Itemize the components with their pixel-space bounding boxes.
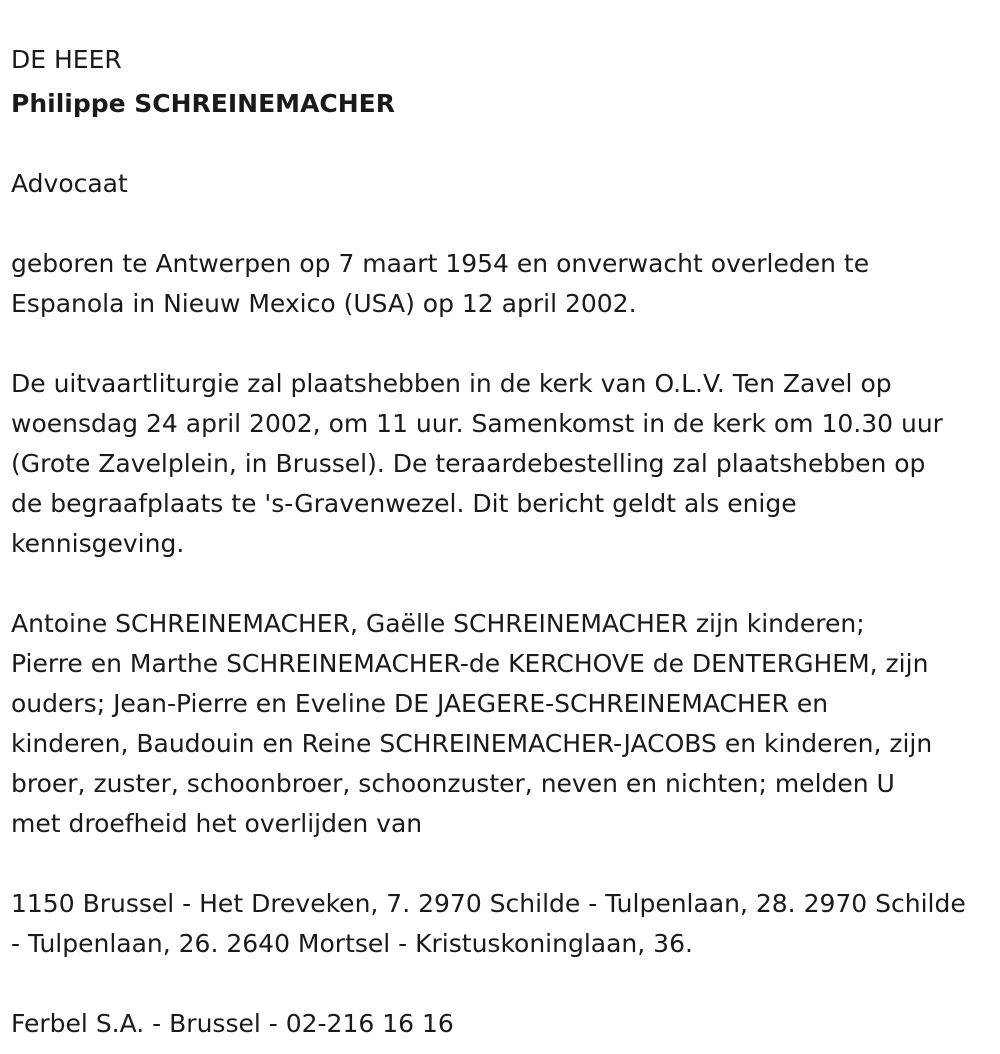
spacer bbox=[11, 564, 989, 604]
family-line: met droefheid het overlijden van bbox=[11, 809, 423, 838]
profession: Advocaat bbox=[11, 169, 128, 198]
undertaker-info: Ferbel S.A. - Brussel - 02-216 16 16 bbox=[11, 1009, 454, 1038]
address-line: 1150 Brussel - Het Dreveken, 7. 2970 Schilde - Tulpenlaan, 28. 2970 Schilde bbox=[11, 889, 966, 918]
funeral-paragraph bbox=[11, 364, 989, 564]
address-line: - Tulpenlaan, 26. 2640 Mortsel - Kristuskoninglaan, 36. bbox=[11, 929, 693, 958]
family-line: ouders; Jean-Pierre en Eveline DE JAEGERE-SCHREINEMACHER en bbox=[11, 689, 829, 718]
family-line: Pierre en Marthe SCHREINEMACHER-de KERCHOVE de DENTERGHEM, zijn bbox=[11, 649, 929, 678]
funeral-line: (Grote Zavelplein, in Brussel). De teraardebestelling zal plaatshebben op bbox=[11, 449, 926, 478]
spacer bbox=[11, 204, 989, 244]
funeral-line: kennisgeving. bbox=[11, 529, 185, 558]
spacer bbox=[11, 964, 989, 1004]
deceased-name: Philippe SCHREINEMACHER bbox=[11, 89, 396, 118]
funeral-line: de begraafplaats te 's-Gravenwezel. Dit bericht geldt als enige bbox=[11, 489, 797, 518]
funeral-line: De uitvaartliturgie zal plaatshebben in de kerk van O.L.V. Ten Zavel op bbox=[11, 369, 892, 398]
spacer bbox=[11, 844, 989, 884]
funeral-line: woensdag 24 april 2002, om 11 uur. Samenkomst in de kerk om 10.30 uur bbox=[11, 409, 943, 438]
spacer bbox=[11, 124, 989, 164]
family-line: kinderen, Baudouin en Reine SCHREINEMACHER-JACOBS en kinderen, zijn bbox=[11, 729, 933, 758]
addresses-paragraph bbox=[11, 884, 989, 964]
spacer bbox=[11, 324, 989, 364]
birth-death-line: Espanola in Nieuw Mexico (USA) op 12 april 2002. bbox=[11, 289, 637, 318]
notice-title: DE HEER bbox=[11, 45, 122, 74]
birth-death-line: geboren te Antwerpen op 7 maart 1954 en onverwacht overleden te bbox=[11, 249, 870, 278]
family-line: broer, zuster, schoonbroer, schoonzuster, neven en nichten; melden U bbox=[11, 769, 895, 798]
family-paragraph bbox=[11, 604, 989, 844]
birth-death-paragraph bbox=[11, 244, 989, 324]
family-line: Antoine SCHREINEMACHER, Gaëlle SCHREINEMACHER zijn kinderen; bbox=[11, 609, 865, 638]
